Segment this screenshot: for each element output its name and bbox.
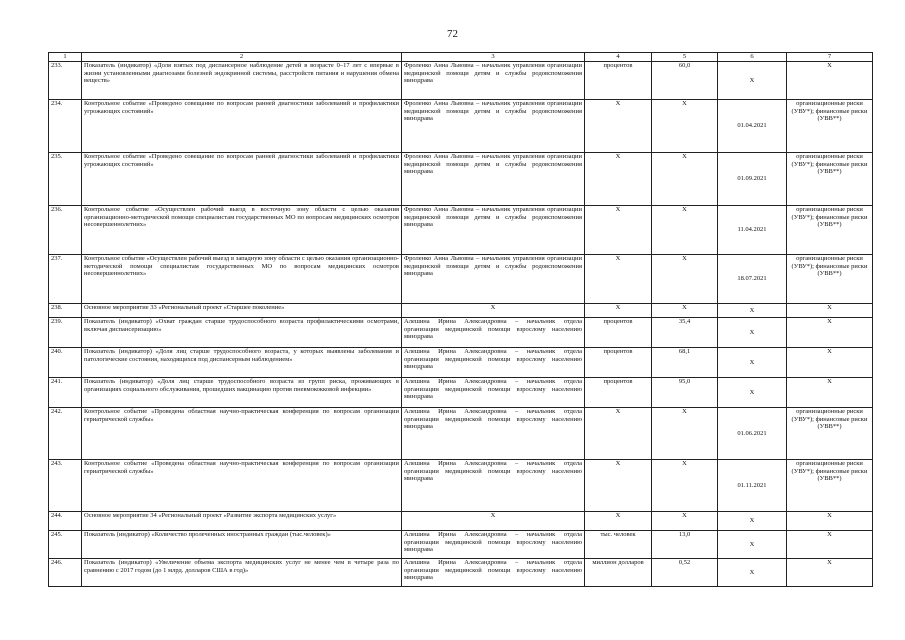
table-row <box>49 531 873 559</box>
table-row <box>49 255 873 304</box>
row-number: 240. <box>49 348 82 378</box>
row-value: X <box>652 460 718 512</box>
row-risk: X <box>787 304 873 318</box>
row-value: X <box>652 100 718 153</box>
row-value: X <box>652 153 718 206</box>
table-row <box>49 206 873 255</box>
row-value: X <box>652 255 718 304</box>
table-row <box>49 304 873 318</box>
row-value: 95,0 <box>652 378 718 408</box>
row-description: Контрольное событие «Осуществлен рабочий выезд в восточную зону области с целью оказания организационно-методической помощи специалистам государственных МО по вопросам медицинских осмотров несовершеннолетних» <box>82 206 402 255</box>
page-number: 72 <box>447 28 458 40</box>
row-responsible: Алешина Ирина Александровна – начальник отдела организации медицинской помощи взрослому населению минздрава <box>402 531 585 559</box>
row-responsible: Алешина Ирина Александровна – начальник отдела организации медицинской помощи взрослому населению минздрава <box>402 378 585 408</box>
row-risk: организационные риски (УВУ*); финансовые риски (УВВ**) <box>787 408 873 460</box>
row-responsible: Алешина Ирина Александровна – начальник отдела организации медицинской помощи взрослому населению минздрава <box>402 348 585 378</box>
row-unit: процентов <box>585 62 652 100</box>
row-risk: X <box>787 348 873 378</box>
column-number-row <box>49 53 873 62</box>
column-header: 3 <box>402 53 585 62</box>
row-date: X <box>718 378 787 408</box>
row-value: 60,0 <box>652 62 718 100</box>
row-unit: процентов <box>585 348 652 378</box>
table-row <box>49 153 873 206</box>
row-unit: X <box>585 460 652 512</box>
row-responsible: X <box>402 512 585 531</box>
row-number: 238. <box>49 304 82 318</box>
row-unit: тыс. человек <box>585 531 652 559</box>
row-responsible: Фроленко Анна Львовна – начальник управления организации медицинской помощи детям и службы родовспоможения минздрава <box>402 62 585 100</box>
row-unit: X <box>585 100 652 153</box>
table-row <box>49 512 873 531</box>
row-description: Контрольное событие «Осуществлен рабочий выезд в западную зону области с целью оказания организационно-методической помощи специалистам государственных МО по вопросам медицинских осмотров несовершеннолетних» <box>82 255 402 304</box>
row-risk: X <box>787 559 873 587</box>
row-responsible: Фроленко Анна Львовна – начальник управления организации медицинской помощи детям и службы родовспоможения минздрава <box>402 153 585 206</box>
row-date: X <box>718 531 787 559</box>
row-unit: X <box>585 512 652 531</box>
row-number: 245. <box>49 531 82 559</box>
row-description: Контрольное событие «Проведено совещание по вопросам ранней диагностики заболеваний и профилактики угрожающих состояний» <box>82 100 402 153</box>
row-risk: X <box>787 318 873 348</box>
row-number: 235. <box>49 153 82 206</box>
column-header: 1 <box>49 53 82 62</box>
row-risk: организационные риски (УВУ*); финансовые риски (УВВ**) <box>787 255 873 304</box>
row-unit: миллион долларов <box>585 559 652 587</box>
row-description: Показатель (индикатор) «Доля лиц старше трудоспособного возраста, у которых выявлены заболевания и патологические состояния, находящихся под диспансерным наблюдением» <box>82 348 402 378</box>
row-value: X <box>652 408 718 460</box>
table-row <box>49 100 873 153</box>
row-description: Показатель (индикатор) «Увеличение объема экспорта медицинских услуг не менее чем в четыре раза по сравнению с 2017 годом (до 1 млрд. долларов США в год)» <box>82 559 402 587</box>
table-row <box>49 318 873 348</box>
column-header: 4 <box>585 53 652 62</box>
row-date: X <box>718 304 787 318</box>
column-header: 2 <box>82 53 402 62</box>
row-number: 244. <box>49 512 82 531</box>
row-number: 246. <box>49 559 82 587</box>
row-date: X <box>718 62 787 100</box>
table-row <box>49 559 873 587</box>
row-value: X <box>652 512 718 531</box>
row-date: X <box>718 318 787 348</box>
row-responsible: Алешина Ирина Александровна – начальник отдела организации медицинской помощи взрослому населению минздрава <box>402 559 585 587</box>
row-value: X <box>652 304 718 318</box>
row-description: Показатель (индикатор) «Доля взятых под диспансерное наблюдение детей в возрасте 0–17 лет с впервые в жизни установленными диагнозами болезней эндокринной системы, расстройств питания и нарушения обмена веществ» <box>82 62 402 100</box>
row-description: Показатель (индикатор) «Охват граждан старше трудоспособного возраста профилактическими осмотрами, включая диспансеризацию» <box>82 318 402 348</box>
row-description: Основное мероприятие 33 «Региональный проект «Старшее поколение» <box>82 304 402 318</box>
row-unit: X <box>585 206 652 255</box>
table-row <box>49 460 873 512</box>
row-risk: организационные риски (УВУ*); финансовые риски (УВВ**) <box>787 153 873 206</box>
row-risk: X <box>787 378 873 408</box>
row-description: Показатель (индикатор) «Количество пролеченных иностранных граждан (тыс.человек)» <box>82 531 402 559</box>
row-risk: организационные риски (УВУ*); финансовые риски (УВВ**) <box>787 100 873 153</box>
column-header: 6 <box>718 53 787 62</box>
plan-table <box>48 52 873 587</box>
table-row <box>49 378 873 408</box>
row-responsible: Фроленко Анна Львовна – начальник управления организации медицинской помощи детям и службы родовспоможения минздрава <box>402 255 585 304</box>
row-number: 237. <box>49 255 82 304</box>
row-date: 01.06.2021 <box>718 408 787 460</box>
row-date: 18.07.2021 <box>718 255 787 304</box>
row-unit: X <box>585 255 652 304</box>
row-description: Контрольное событие «Проведена областная научно-практическая конференция по вопросам организации гериатрической службы» <box>82 460 402 512</box>
row-number: 234. <box>49 100 82 153</box>
row-risk: организационные риски (УВУ*); финансовые риски (УВВ**) <box>787 206 873 255</box>
row-risk: X <box>787 531 873 559</box>
row-number: 233. <box>49 62 82 100</box>
column-header: 5 <box>652 53 718 62</box>
row-date: 01.09.2021 <box>718 153 787 206</box>
row-responsible: Алешина Ирина Александровна – начальник отдела организации медицинской помощи взрослому населению минздрава <box>402 460 585 512</box>
row-risk: X <box>787 512 873 531</box>
row-unit: X <box>585 408 652 460</box>
row-description: Основное мероприятие 34 «Региональный проект «Развитие экспорта медицинских услуг» <box>82 512 402 531</box>
row-value: 68,1 <box>652 348 718 378</box>
row-responsible: X <box>402 304 585 318</box>
row-risk: X <box>787 62 873 100</box>
row-number: 242. <box>49 408 82 460</box>
row-value: X <box>652 206 718 255</box>
row-responsible: Фроленко Анна Львовна – начальник управления организации медицинской помощи детям и службы родовспоможения минздрава <box>402 206 585 255</box>
row-date: 11.04.2021 <box>718 206 787 255</box>
row-date: X <box>718 512 787 531</box>
row-risk: организационные риски (УВУ*); финансовые риски (УВВ**) <box>787 460 873 512</box>
table-row <box>49 408 873 460</box>
row-date: 01.04.2021 <box>718 100 787 153</box>
row-description: Контрольное событие «Проведена областная научно-практическая конференция по вопросам организации гериатрической службы» <box>82 408 402 460</box>
row-number: 243. <box>49 460 82 512</box>
row-description: Контрольное событие «Проведено совещание по вопросам ранней диагностики заболеваний и профилактики угрожающих состояний» <box>82 153 402 206</box>
row-date: 01.11.2021 <box>718 460 787 512</box>
row-unit: процентов <box>585 378 652 408</box>
row-date: X <box>718 559 787 587</box>
row-value: 13,0 <box>652 531 718 559</box>
table-row <box>49 348 873 378</box>
table-row <box>49 62 873 100</box>
row-value: 35,4 <box>652 318 718 348</box>
row-number: 236. <box>49 206 82 255</box>
row-responsible: Алешина Ирина Александровна – начальник отдела организации медицинской помощи взрослому населению минздрава <box>402 318 585 348</box>
row-number: 241. <box>49 378 82 408</box>
row-description: Показатель (индикатор) «Доля лиц старше трудоспособного возраста из групп риска, проживающих в организациях социального обслуживания, прошедших вакцинацию против пневмококковой инфекции» <box>82 378 402 408</box>
row-unit: процентов <box>585 318 652 348</box>
row-unit: X <box>585 153 652 206</box>
row-unit: X <box>585 304 652 318</box>
row-number: 239. <box>49 318 82 348</box>
row-value: 0,52 <box>652 559 718 587</box>
row-responsible: Алешина Ирина Александровна – начальник отдела организации медицинской помощи взрослому населению минздрава <box>402 408 585 460</box>
column-header: 7 <box>787 53 873 62</box>
row-date: X <box>718 348 787 378</box>
row-responsible: Фроленко Анна Львовна – начальник управления организации медицинской помощи детям и службы родовспоможения минздрава <box>402 100 585 153</box>
